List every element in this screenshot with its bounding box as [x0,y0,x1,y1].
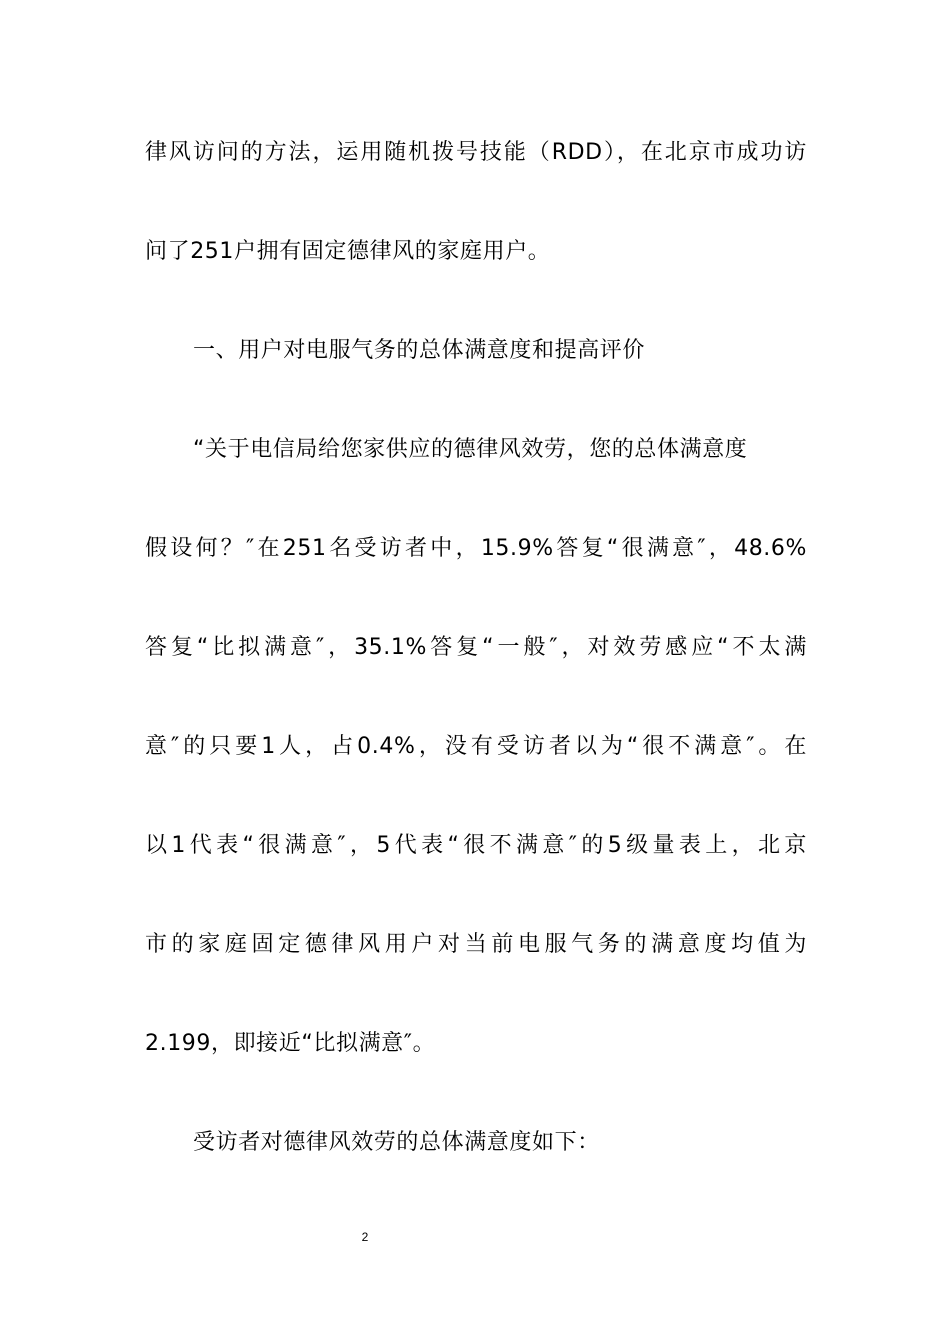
quote-line-3: 答复“比拟满意″，35.1%答复“一般″，对效劳感应“不太满 [145,635,807,660]
quote-line-5: 以1代表“很满意″，5代表“很不满意″的5级量表上，北京 [145,833,807,858]
quote-line-2: 假设何？″在251名受访者中，15.9%答复“很满意″，48.6% [145,536,807,561]
paragraph-line-2: 问了251户拥有固定德律风的家庭用户。 [145,239,551,264]
quote-line-7: 2.199，即接近“比拟满意″。 [145,1031,436,1056]
page-number: 2 [361,1230,369,1244]
paragraph-line-3: 受访者对德律风效劳的总体满意度如下： [193,1130,600,1155]
quote-line-1: “关于电信局给您家供应的德律风效劳，您的总体满意度 [193,437,748,462]
section-heading: 一、用户对电服气务的总体满意度和提高评价 [193,338,646,363]
paragraph-line-1: 律风访问的方法，运用随机拨号技能（RDD），在北京市成功访 [145,140,807,165]
quote-line-4: 意″的只要1人，占0.4%，没有受访者以为“很不满意″。在 [145,734,807,759]
quote-line-6: 市的家庭固定德律风用户对当前电服气务的满意度均值为 [145,932,807,957]
